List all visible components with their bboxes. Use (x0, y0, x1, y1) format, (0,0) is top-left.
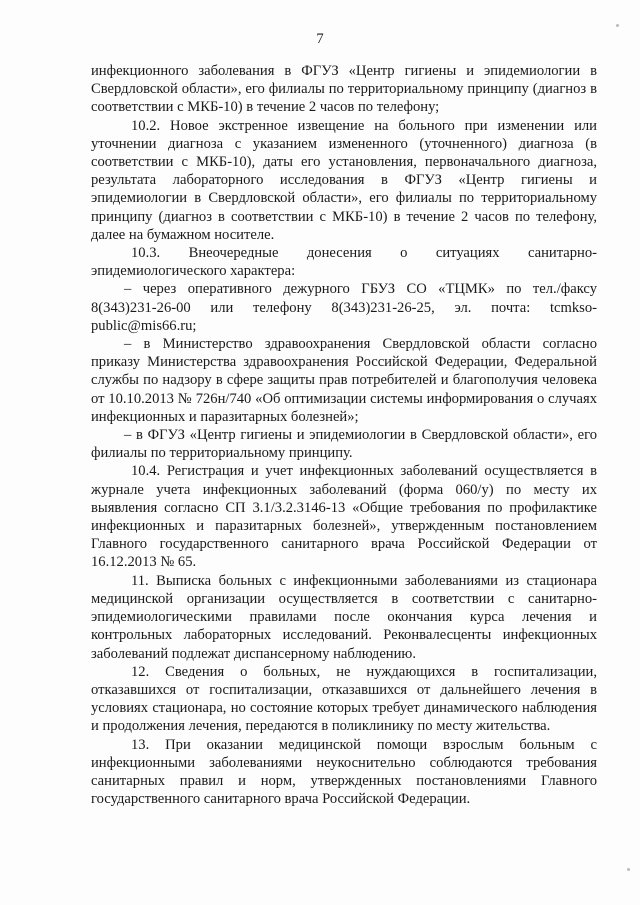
paragraph-10-2: 10.2. Новое экстренное извещение на больного при изменении или уточнении диагноза с указанием измененного (уточненного) диагноза (в соответствии с МКБ-10), даты его установления, первоначального диагноза, результата лабораторного исследования в ФГУЗ «Центр гигиены и эпидемиологии в Свердловской области», его филиалы по территориальному принципу (диагноз в соответствии с МКБ-10) в течение 2 часов по телефону, далее на бумажном носителе. (91, 117, 597, 243)
paragraph-10-4: 10.4. Регистрация и учет инфекционных заболеваний осуществляется в журнале учета инфекционных заболеваний (форма 060/у) по месту их выявления согласно СП 3.1/3.2.3146-13 «Общие требования по профилактике инфекционных и паразитарных болезней», утвержденным постановлением Главного государственного санитарного врача Российской Федерации от 16.12.2013 № 65. (91, 463, 597, 571)
paragraph-10-3: 10.3. Внеочередные донесения о ситуациях санитарно-эпидемиологического характера: (91, 245, 597, 280)
paragraph-continuation: инфекционного заболевания в ФГУЗ «Центр гигиены и эпидемиологии в Свердловской области», его филиалы по территориальному принципу (диагноз в соответствии с МКБ-10) в течение 2 часов по телефону; (91, 63, 597, 116)
paragraph-11: 11. Выписка больных с инфекционными заболеваниями из стационара медицинской организации осуществляется в соответствии с санитарно-эпидемиологическими правилами после окончания курса лечения и контрольных лабораторных исследований. Реконвалесценты инфекционных заболеваний подлежат диспансерному наблюдению. (91, 572, 597, 662)
list-item-ministry: – в Министерство здравоохранения Свердловской области согласно приказу Министерства здравоохранения Российской Федерации, Федеральной службы по надзору в сфере защиты прав потребителей и благополучия человека от 10.10.2013 № 726н/740 «Об оптимизации системы информирования о случаях инфекционных и паразитарных болезней»; (91, 336, 597, 425)
list-item-fguz: – в ФГУЗ «Центр гигиены и эпидемиологии в Свердловской области», его филиалы по территориальному принципу. (91, 427, 597, 462)
document-body (91, 62, 597, 808)
paragraph-13: 13. При оказании медицинской помощи взрослым больным с инфекционными заболеваниями неукоснительно соблюдаются требования санитарных правил и норм, утвержденных постановлениями Главного государственного санитарного врача Российской Федерации. (91, 736, 597, 808)
paragraph-12: 12. Сведения о больных, не нуждающихся в госпитализации, отказавшихся от госпитализации, отказавшихся от дальнейшего лечения в условиях стационара, но состояние которых требует динамического наблюдения и продолжения лечения, передаются в поликлинику по месту жительства. (91, 663, 597, 735)
list-item-tcmk: – через оперативного дежурного ГБУЗ СО «ТЦМК» по тел./факсу 8(343)231-26-00 или телефону 8(343)231-26-25, эл. почта: tcmkso-public@mis66.ru; (91, 281, 597, 334)
scan-speck (627, 868, 630, 871)
page-number: 7 (316, 31, 324, 47)
scan-speck (616, 24, 619, 27)
